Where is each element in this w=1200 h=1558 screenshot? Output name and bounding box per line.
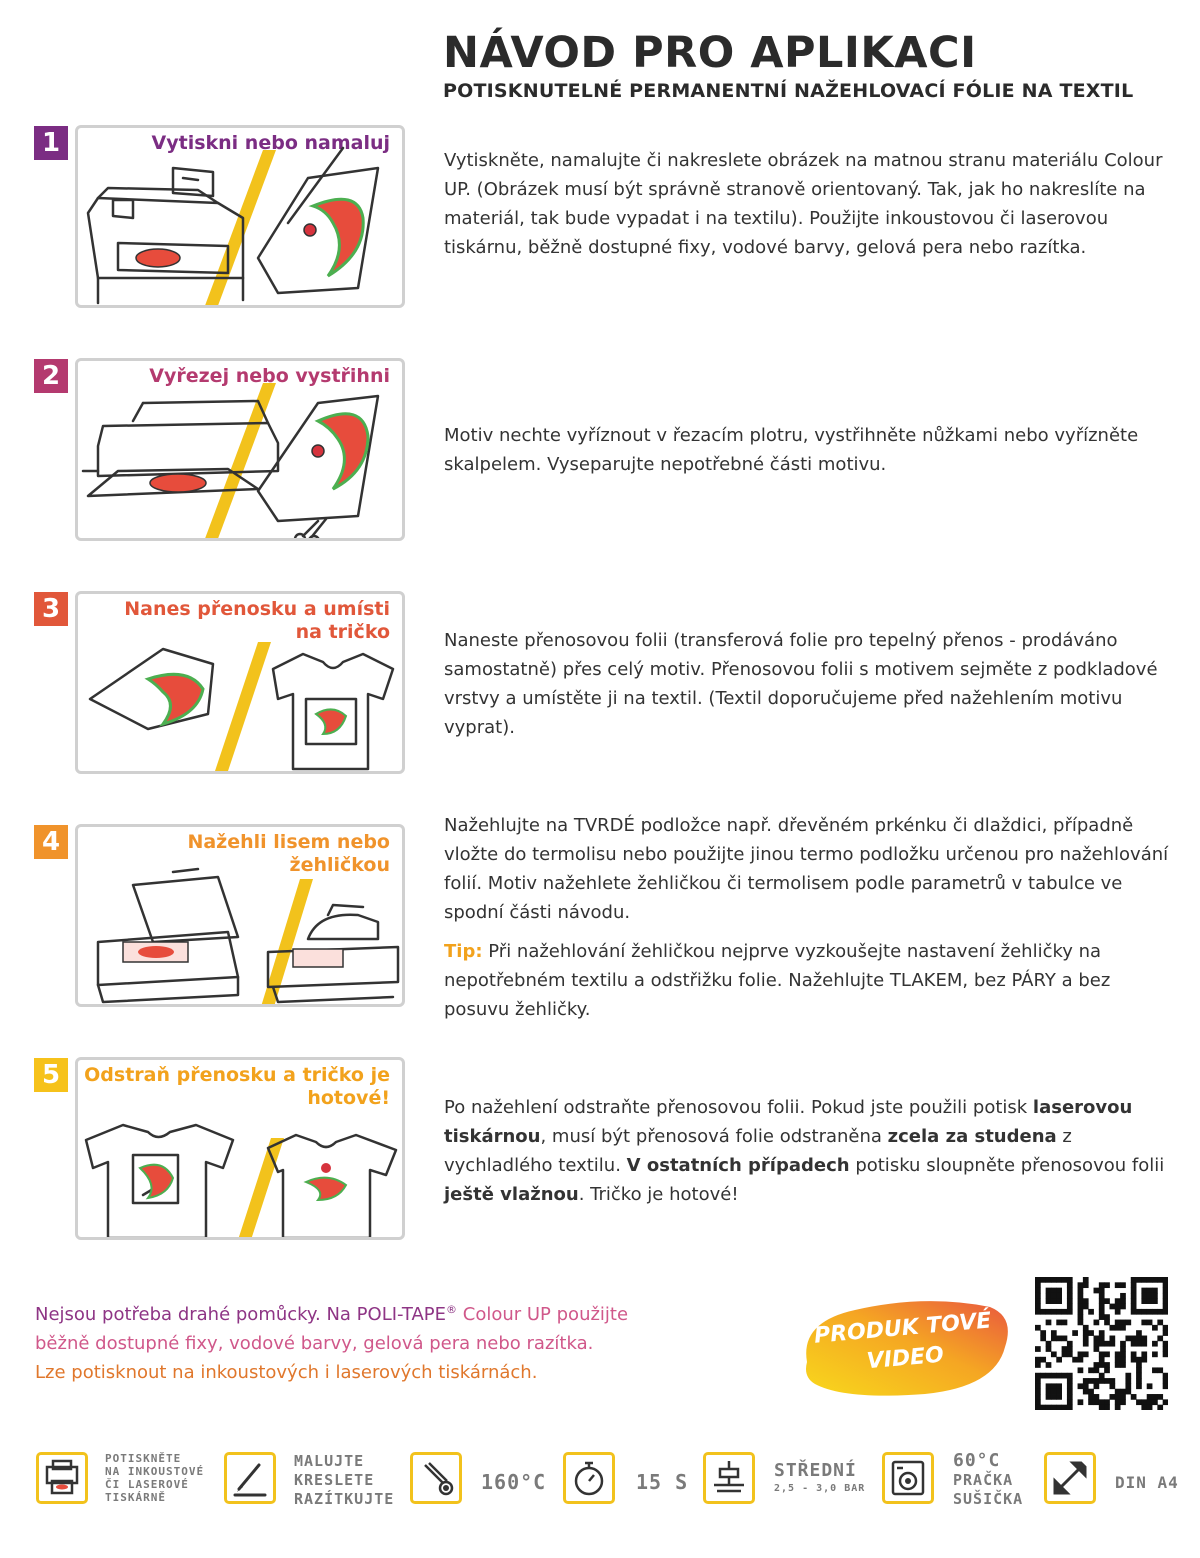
step-4-number: 4 (34, 825, 68, 859)
step-2-text: Motiv nechte vyříznout v řezacím plotru, vystřihněte nůžkami nebo vyřízněte skalpelem. Vyseparujte nepotřebné části motivu. (444, 425, 1139, 475)
peel-and-done-tshirt-icon (78, 1060, 405, 1240)
step-3-card (75, 591, 405, 774)
step-4-card (75, 824, 405, 1007)
step-2-description (444, 421, 1174, 479)
step-5-description (444, 1093, 1174, 1209)
temperature-value: 160°C (481, 1470, 547, 1494)
step-3-label-line1: Nanes přenosku a umísti (124, 598, 390, 620)
step-5-label-line1: Odstraň přenosku a tričko je (84, 1064, 390, 1086)
wash-param-label (953, 1450, 1023, 1509)
step-4-tip (444, 937, 1174, 1024)
pen-param-line2: KRESLETE (294, 1471, 375, 1489)
step-4-description (444, 811, 1174, 1024)
printer-param-label (105, 1452, 204, 1504)
size-value: DIN A4 (1115, 1473, 1179, 1492)
step-2-label: Vyřezej nebo vystřihni (149, 365, 390, 387)
transfer-and-tshirt-icon (78, 594, 405, 774)
step-5-label-line2: hotové! (307, 1087, 390, 1109)
page-title: NÁVOD PRO APLIKACI (443, 28, 977, 78)
bottom-note-line2: běžně dostupné fixy, vodové barvy, gelová pera nebo razítka. (35, 1333, 594, 1354)
step-5-bold-1: laserovou tiskárnou (444, 1097, 1133, 1147)
step-3-number: 3 (34, 592, 68, 626)
step-3-description (444, 626, 1174, 742)
bottom-note-line3: Lze potisknout na inkoustových i laserových tiskárnách. (35, 1362, 538, 1383)
step-5-text-2: , musí být přenosová folie odstraněna (540, 1126, 888, 1147)
step-2-card (75, 358, 405, 541)
bottom-note-line1-end: Colour UP použijte (457, 1304, 629, 1325)
step-1-label: Vytiskni nebo namaluj (151, 132, 390, 154)
page-subtitle: POTISKNUTELNÉ PERMANENTNÍ NAŽEHLOVACÍ FÓLIE NA TEXTIL (443, 80, 1134, 102)
step-4-text: Nažehlujte na TVRDÉ podložce např. dřevěném prkénku či dlaždici, případně vložte do termolisu nebo použijte jinou termo podložku určenou pro nažehlování folií. Motiv nažehlete žehličkou či termolisem podle parametrů v tabulce ve spodní části návodu. (444, 815, 1169, 923)
product-video-button[interactable] (795, 1292, 1013, 1400)
time-value: 15 S (636, 1470, 689, 1494)
press-icon (703, 1452, 755, 1504)
printer-and-drawing-icon (78, 128, 405, 308)
qr-code-graphic (1035, 1277, 1168, 1410)
thermometer-icon (410, 1452, 462, 1504)
printer-param-line4: TISKÁRNĚ (105, 1491, 166, 1504)
step-5-bold-3: V ostatních případech (626, 1155, 850, 1176)
printer-param-line2: NA INKOUSTOVÉ (105, 1465, 205, 1478)
parameter-row (0, 1440, 1200, 1530)
bottom-note (35, 1295, 628, 1387)
tip-label: Tip: (444, 941, 483, 962)
printer-param-line3: ČI LASEROVÉ (105, 1478, 189, 1491)
step-1-description (444, 146, 1174, 262)
step-5-text (444, 1093, 1174, 1209)
heat-press-and-iron-icon (78, 827, 405, 1007)
video-label-line2: VIDEO (865, 1342, 945, 1375)
pressure-param-label (774, 1460, 865, 1494)
size-arrow-icon (1044, 1452, 1096, 1504)
pen-icon (224, 1452, 276, 1504)
pressure-sub: 2,5 - 3,0 BAR (774, 1483, 866, 1494)
step-1-card (75, 125, 405, 308)
washing-machine-icon (882, 1452, 934, 1504)
plotter-and-scissors-icon (78, 361, 405, 541)
step-4-label-line2: žehličkou (289, 854, 390, 876)
step-5-number: 5 (34, 1058, 68, 1092)
step-1-text: Vytiskněte, namalujte či nakreslete obrázek na matnou stranu materiálu Colour UP. (Obrázek musí být správně stranově orientovaný. Tak, jak ho nakreslíte na materiál, tak bude vypadat i na textilu). Použijte inkoustovou či laserovou tiskárnu, běžně dostupné fixy, vodové barvy, gelová pera nebo razítka. (444, 150, 1163, 258)
step-5-bold-4: ještě vlažnou (444, 1184, 579, 1205)
stopwatch-icon (563, 1452, 615, 1504)
pen-param-line3: RAZÍTKUJTE (294, 1490, 395, 1508)
wash-title: 60°C (953, 1450, 1001, 1471)
step-5-text-5: . Tričko je hotové! (578, 1184, 739, 1205)
qr-code-icon[interactable] (1035, 1277, 1168, 1410)
printer-param-line1: POTISKNĚTE (105, 1452, 182, 1465)
pen-param-label (294, 1452, 394, 1509)
tip-text: Při nažehlování žehličkou nejprve vyzkoušejte nastavení žehličky na nepotřebném textilu a odstřižku folie. Nažehlujte TLAKEM, bez PÁRY a bez posuvu žehličky. (444, 941, 1111, 1020)
step-1-number: 1 (34, 126, 68, 160)
step-5-text-4: potisku sloupněte přenosovou folii (849, 1155, 1165, 1176)
step-4-label-line1: Nažehli lisem nebo (187, 831, 390, 853)
step-5-bold-2: zcela za studena (887, 1126, 1057, 1147)
step-5-card (75, 1057, 405, 1240)
registered-mark: ® (446, 1303, 458, 1316)
wash-sub1: PRAČKA (953, 1471, 1014, 1489)
pen-param-line1: MALUJTE (294, 1452, 365, 1470)
bottom-note-line1-text: Nejsou potřeba drahé pomůcky. Na POLI-TAPE (35, 1304, 447, 1325)
wash-sub2: SUŠIČKA (953, 1490, 1024, 1508)
bottom-note-line1 (35, 1295, 628, 1329)
step-3-text: Naneste přenosovou folii (transferová folie pro tepelný přenos - prodáváno samostatně) přes celý motiv. Přenosovou folii s motivem sejměte z podkladové vrstvy a umístěte ji na textil. (Textil doporučujeme před nažehlením motivu vyprat). (444, 630, 1158, 738)
step-5-text-3: z vychladlého textilu. (444, 1126, 1072, 1176)
step-2-number: 2 (34, 359, 68, 393)
pressure-title: STŘEDNÍ (774, 1460, 857, 1481)
printer-icon (36, 1452, 88, 1504)
video-label-line1: PRODUK TOVÉ (813, 1308, 993, 1349)
step-5-text-1: Po nažehlení odstraňte přenosovou folii. Pokud jste použili potisk (444, 1097, 1033, 1118)
step-3-label-line2: na tričko (295, 621, 390, 643)
